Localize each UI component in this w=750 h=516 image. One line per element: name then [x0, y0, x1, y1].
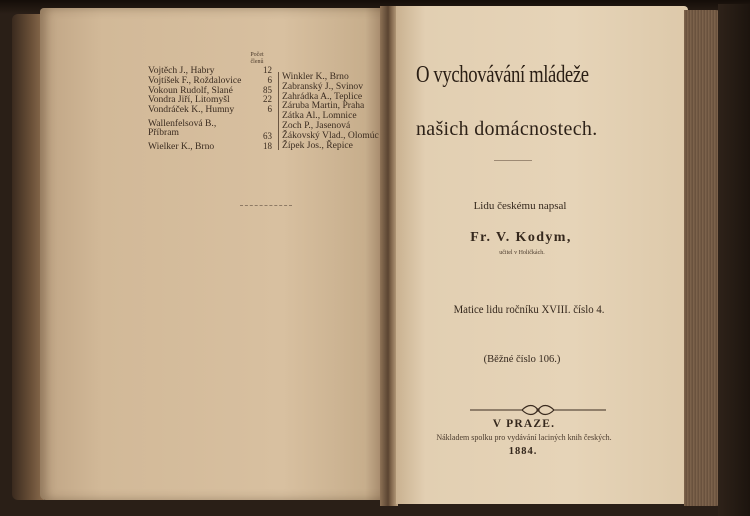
page-edges [684, 10, 722, 506]
member-name: Wielker K., Brno [148, 140, 215, 152]
running-number: (Běžné číslo 106.) [483, 354, 561, 365]
member-name: Vokoun Rudolf, Slané [148, 84, 233, 96]
member-row [148, 105, 272, 115]
member-name: Vojtěch J., Habry [148, 65, 215, 76]
dedication-text: Lidu českému napsal [473, 200, 567, 212]
member-name: Zabranský J., Svinov [282, 80, 364, 92]
member-count: 6 [267, 74, 272, 85]
series-line: Matice lidu ročníku XVIII. číslo 4. [453, 302, 605, 316]
member-column-left [148, 66, 272, 152]
member-column-right [278, 72, 386, 150]
member-name: Winkler K., Brno [282, 71, 349, 82]
member-count: 63 [263, 130, 272, 141]
member-count: 22 [263, 94, 272, 105]
member-name: Záruba Martin, Praha [282, 100, 365, 112]
member-count: 85 [263, 84, 272, 95]
author-note: učitel v Holičkách. [499, 250, 545, 256]
member-name: Zátka Al., Lomnice [282, 110, 357, 122]
imprint-publisher: Nákladem spolku pro vydávání laciných knih českých. [436, 433, 612, 442]
author-name: Fr. V. Kodym, [470, 230, 572, 245]
member-count: 18 [263, 140, 272, 151]
member-name: Vondráček K., Humny [148, 104, 235, 116]
member-row [148, 142, 272, 152]
book-cover-right-edge [718, 4, 750, 516]
ornament-divider [470, 404, 606, 416]
member-name: Vojtíšek F., Roždalovice [148, 74, 242, 86]
imprint-city: V PRAZE. [492, 418, 556, 430]
book-title-line1: O vychovávání mládeže [416, 62, 589, 88]
imprint-year: 1884. [508, 446, 538, 457]
member-name: Žípek Jos., Řepice [282, 139, 353, 151]
member-name: Vondra Jiří, Litomyšl [148, 94, 230, 106]
member-count: 12 [263, 65, 272, 75]
member-list [148, 52, 380, 162]
member-name: Wallenfelsová B., Příbram [148, 117, 217, 138]
member-name: Žákovský Vlad., Olomúc [282, 129, 379, 141]
member-name: Zoch P., Jasenová [282, 119, 351, 131]
title-rule [494, 160, 532, 161]
member-row [282, 141, 386, 151]
count-column-header: Počet členů [250, 52, 264, 65]
book-title-line2: našich domácnostech. [416, 118, 598, 140]
end-divider [240, 205, 292, 206]
member-count: 6 [267, 104, 272, 115]
member-name: Zahrádka A., Teplice [282, 90, 363, 102]
